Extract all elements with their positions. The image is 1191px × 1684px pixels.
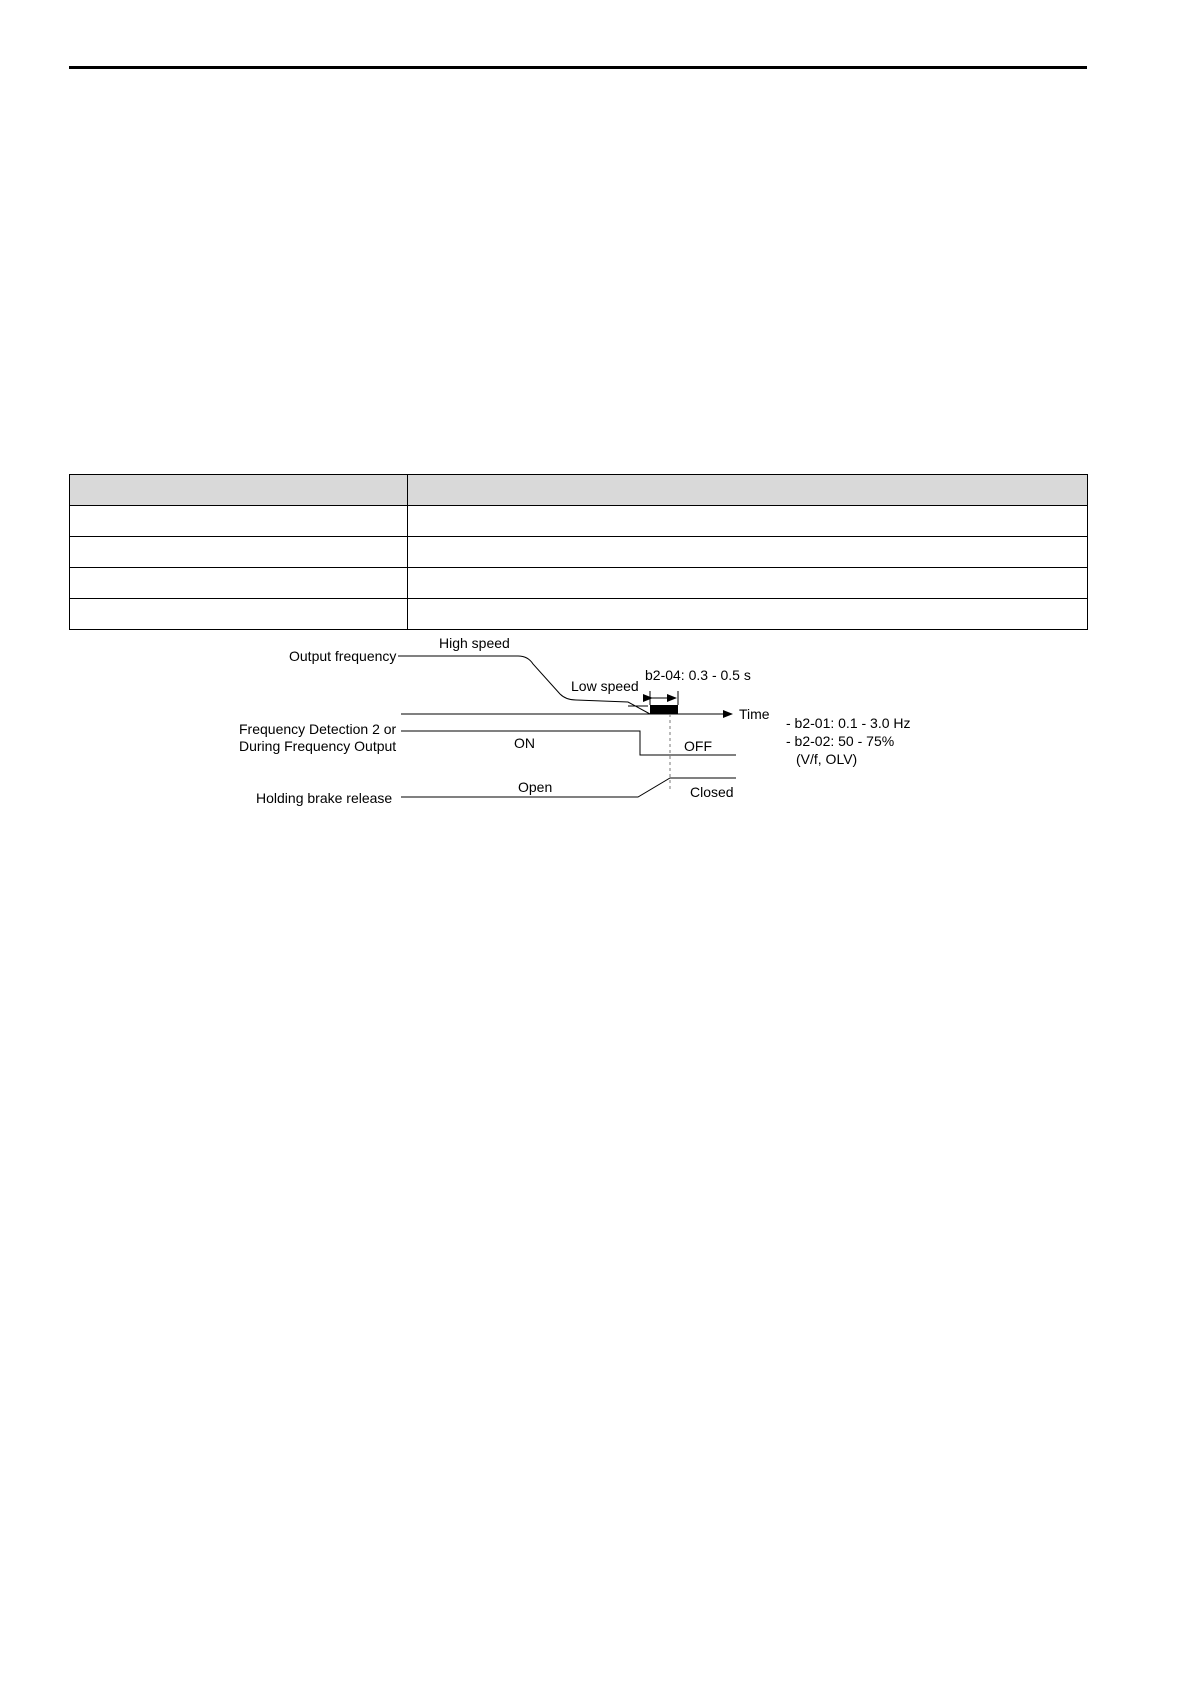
note-control-mode: (V/f, OLV) xyxy=(796,751,858,767)
time-axis-label: Time xyxy=(739,706,770,722)
off-label: OFF xyxy=(684,738,712,754)
table-row xyxy=(70,506,1088,537)
table-row xyxy=(70,599,1088,630)
table-cell xyxy=(70,506,408,537)
high-speed-label: High speed xyxy=(439,635,510,651)
note-b2-02: - b2-02: 50 - 75% xyxy=(786,733,895,749)
brake-timing-diagram xyxy=(0,630,1191,820)
note-b2-01: - b2-01: 0.1 - 3.0 Hz xyxy=(786,715,911,731)
freq-detect-label-line2: During Frequency Output xyxy=(239,738,397,754)
brake-release-signal xyxy=(401,778,736,797)
table-header-row xyxy=(70,475,1088,506)
table-cell xyxy=(408,537,1088,568)
table-row xyxy=(70,568,1088,599)
header-rule xyxy=(69,66,1087,69)
b2-04-label: b2-04: 0.3 - 0.5 s xyxy=(645,667,751,683)
on-label: ON xyxy=(514,735,535,751)
output-frequency-label: Output frequency xyxy=(289,648,397,664)
table-header-cell xyxy=(408,475,1088,506)
freq-detect-label-line1: Frequency Detection 2 or xyxy=(239,721,397,737)
table-cell xyxy=(70,537,408,568)
open-label: Open xyxy=(518,779,553,795)
brake-release-label: Holding brake release xyxy=(256,790,393,806)
table-cell xyxy=(70,599,408,630)
table-cell xyxy=(408,568,1088,599)
b2-04-dwell-block xyxy=(650,705,678,714)
table-cell xyxy=(408,506,1088,537)
table-row xyxy=(70,537,1088,568)
low-speed-label: Low speed xyxy=(571,678,639,694)
table-cell xyxy=(70,568,408,599)
closed-label: Closed xyxy=(690,784,734,800)
table-header-cell xyxy=(70,475,408,506)
table-cell xyxy=(408,599,1088,630)
parameter-table xyxy=(69,474,1088,630)
